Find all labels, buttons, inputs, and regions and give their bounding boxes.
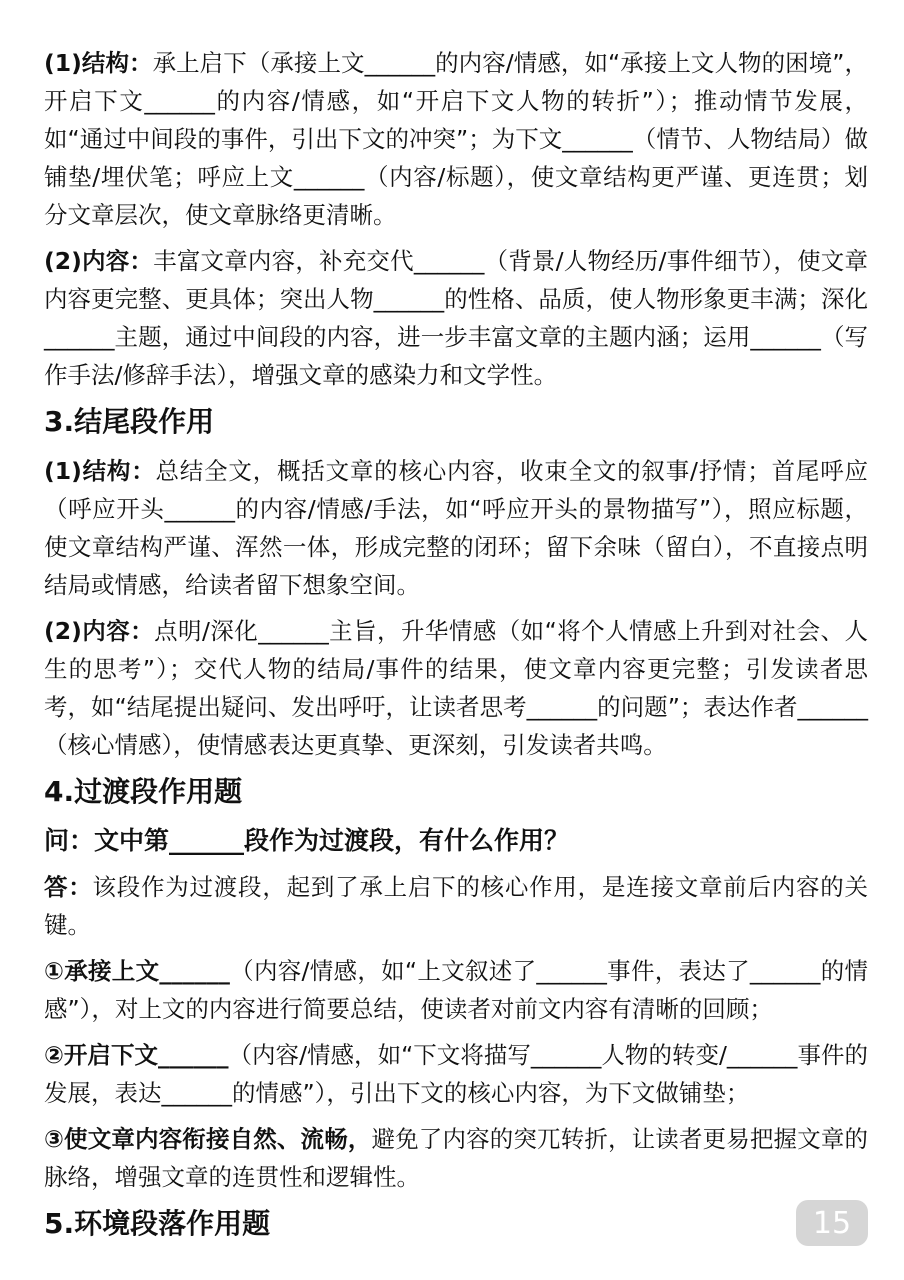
structure-text: 承上启下（承接上文______的内容/情感，如“承接上文人物的困境”，开启下文______的内容/情感，如“开启下文人物的转折”）；推动情节发展，如“通过中间段的事件，引出下文的冲突”；为下文______（情节、人物结局）做铺垫/埋伏笔；呼应上文______（内容/标题），使文章结构更严谨、更连贯；划分文章层次，使文章脉络更清晰。	[44, 49, 868, 229]
content-text: 点明/深化______主旨，升华情感（如“将个人情感上升到对社会、人生的思考”）；交代人物的结局/事件的结果，使文章内容更完整；引发读者思考，如“结尾提出疑问、发出呼吁，让读者思考______的问题”；表达作者______（核心情感），使情感表达更真挚、更深刻，引发读者共鸣。	[44, 617, 868, 759]
ending-content-paragraph	[44, 612, 868, 764]
content-label: (2)内容：	[44, 247, 154, 275]
item-text: （内容/情感，如“上文叙述了______事件，表达了______的情感”），对上文的内容进行简要总结，使读者对前文内容有清晰的回顾；	[44, 957, 869, 1023]
section-heading-transition: 4.过渡段作用题	[44, 775, 243, 808]
item-text: （内容/情感，如“下文将描写______人物的转变/______事件的发展，表达______的情感”），引出下文的核心内容，为下文做铺垫；	[44, 1041, 868, 1107]
item-label: ②开启下文______	[44, 1041, 229, 1069]
answer-item-1	[44, 952, 868, 1028]
section-heading-environment: 5.环境段落作用题	[44, 1207, 271, 1240]
answer-label: 答：	[44, 873, 93, 901]
page-number-badge: 15	[796, 1200, 868, 1246]
item-text: 避免了内容的突兀转折，让读者更易把握文章的脉络，增强文章的连贯性和逻辑性。	[44, 1125, 868, 1191]
item-label: ①承接上文______	[44, 957, 230, 985]
answer-item-3	[44, 1120, 868, 1196]
structure-text: 总结全文，概括文章的核心内容，收束全文的叙事/抒情；首尾呼应（呼应开头______的内容/情感/手法，如“呼应开头的景物描写”），照应标题，使文章结构严谨、浑然一体，形成完整的闭环；留下余味（留白），不直接点明结局或情感，给读者留下想象空间。	[44, 457, 868, 599]
ending-structure-paragraph	[44, 452, 868, 604]
content-label: (2)内容：	[44, 617, 155, 645]
content-text: 丰富文章内容，补充交代______（背景/人物经历/事件细节），使文章内容更完整、更具体；突出人物______的性格、品质，使人物形象更丰满；深化______主题，通过中间段的内容，进一步丰富文章的主题内涵；运用______（写作手法/修辞手法），增强文章的感染力和文学性。	[44, 247, 868, 389]
answer-paragraph	[44, 868, 868, 944]
answer-text: 该段作为过渡段，起到了承上启下的核心作用，是连接文章前后内容的关键。	[44, 873, 868, 939]
middle-content-paragraph	[44, 242, 868, 394]
answer-item-2	[44, 1036, 868, 1112]
middle-structure-paragraph	[44, 44, 868, 234]
item-label: ③使文章内容衔接自然、流畅，	[44, 1125, 372, 1153]
structure-label: (1)结构：	[44, 49, 153, 77]
section-heading-ending: 3.结尾段作用	[44, 405, 215, 438]
document-page	[44, 44, 868, 1254]
question-line: 问：文中第______段作为过渡段，有什么作用？	[44, 826, 570, 855]
structure-label: (1)结构：	[44, 457, 156, 485]
